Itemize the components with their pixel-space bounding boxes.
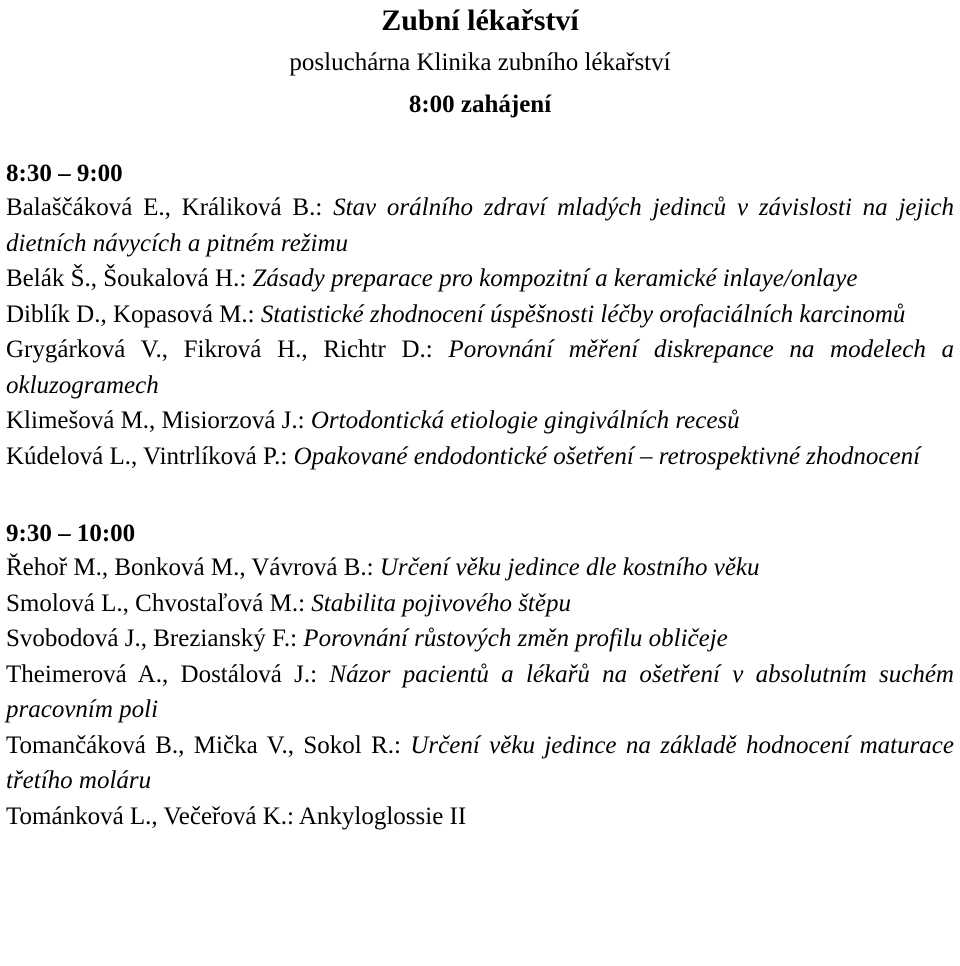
talk-topic: Stabilita pojivového štěpu — [311, 589, 571, 617]
talk-authors: Smolová L., Chvostaľová M.: — [6, 589, 312, 617]
talk-topic: Porovnání růstových změn profilu obličeje — [303, 625, 728, 652]
talk-topic: Zásady preparace pro kompozitní a keramické inlaye/onlaye — [252, 265, 858, 292]
talk-topic: Ankyloglossie II — [298, 802, 467, 830]
talk-authors: Kúdelová L., Vintrlíková P.: — [6, 442, 294, 470]
talk-authors: Tomančáková B., Mička V., Sokol R.: — [6, 731, 411, 759]
header — [6, 0, 954, 124]
section-title: Zubní lékařství — [381, 4, 579, 37]
talk-topic: Určení věku jedince na základě hodnocení maturace třetího moláru — [6, 731, 954, 794]
talk-authors: Diblík D., Kopasová M.: — [6, 300, 261, 328]
talk-entry — [6, 621, 954, 657]
talk-authors: Řehoř M., Bonková M., Vávrová B.: — [6, 554, 380, 581]
talk-entry — [6, 332, 954, 403]
talk-topic: Statistické zhodnocení úspěšnosti léčby orofaciálních karcinomů — [260, 300, 906, 328]
start-time: 8:00 zahájení — [408, 91, 552, 118]
talk-authors: Balaščáková E., Králiková B.: — [6, 194, 334, 221]
talk-topic: Porovnání měření diskrepance na modelech a okluzogramech — [6, 336, 955, 399]
talk-entry — [6, 799, 954, 835]
venue: posluchárna Klinika zubního lékařství — [289, 49, 671, 76]
talk-entry — [6, 190, 954, 261]
session-block-2 — [6, 518, 954, 834]
talk-entry — [6, 261, 954, 297]
talk-entry — [6, 657, 954, 728]
talk-entry — [6, 728, 954, 799]
talk-entry — [6, 403, 954, 439]
talk-entry — [6, 550, 954, 586]
talk-topic: Určení věku jedince dle kostního věku — [379, 554, 760, 581]
session-time: 8:30 – 9:00 — [6, 160, 123, 187]
talk-authors: Theimerová A., Dostálová J.: — [6, 660, 330, 688]
talk-authors: Belák Š., Šoukalová H.: — [6, 265, 253, 292]
talk-topic: Ortodontická etiologie gingiválních recesů — [310, 407, 740, 434]
talk-authors: Grygárková V., Fikrová H., Richtr D.: — [6, 336, 449, 363]
session-time: 9:30 – 10:00 — [6, 520, 136, 547]
talk-entry — [6, 586, 954, 622]
session-block-1 — [6, 158, 954, 474]
talk-topic: Názor pacientů a lékařů na ošetření v absolutním suchém pracovním poli — [6, 660, 954, 723]
talk-authors: Tománková L., Večeřová K.: — [6, 802, 299, 830]
talk-topic: Stav orálního zdraví mladých jedinců v závislosti na jejich dietních návycích a pitném režimu — [6, 194, 954, 257]
talk-entry — [6, 439, 954, 475]
talk-authors: Svobodová J., Brezianský F.: — [6, 625, 304, 652]
talk-entry — [6, 297, 954, 333]
talk-authors: Klimešová M., Misiorzová J.: — [6, 407, 311, 434]
talk-topic: Opakované endodontické ošetření – retrospektivné zhodnocení — [293, 442, 921, 470]
